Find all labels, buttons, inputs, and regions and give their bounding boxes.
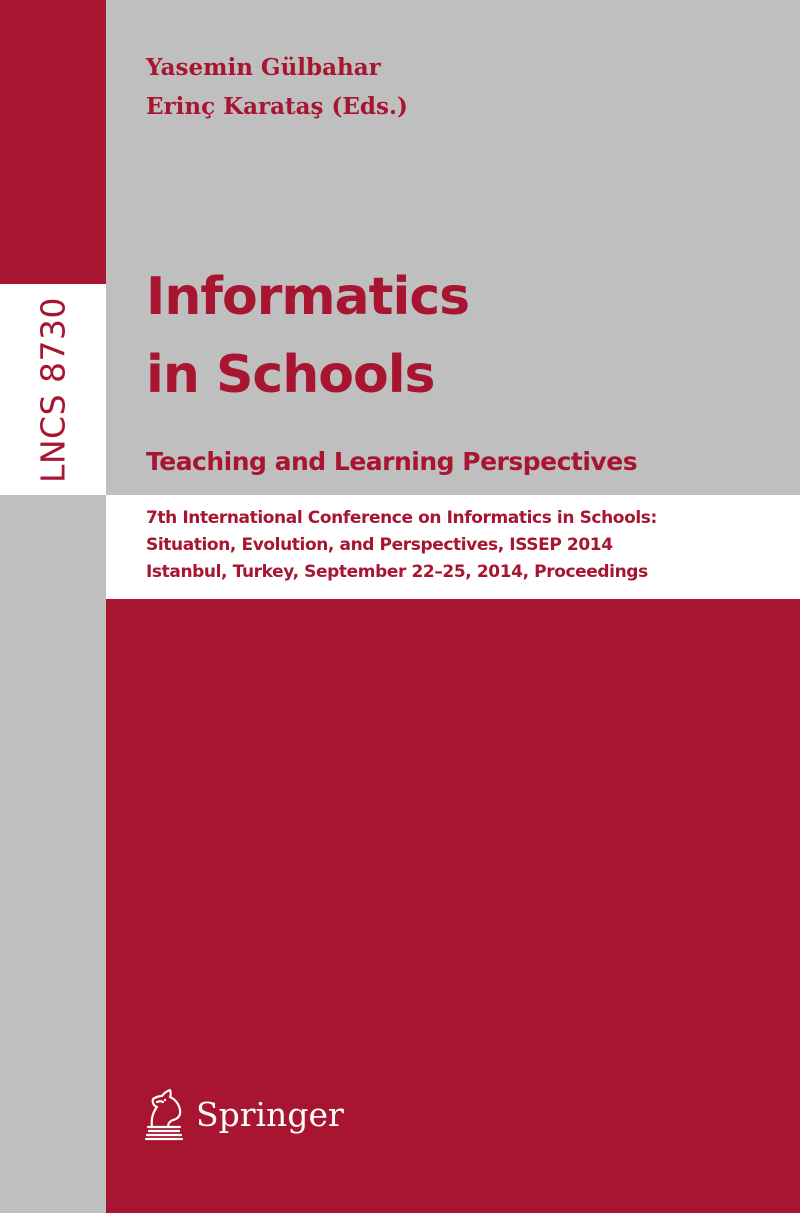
conference-line: Situation, Evolution, and Perspectives, ISSEP 2014 [146,535,613,555]
conference-line: Istanbul, Turkey, September 22–25, 2014, Proceedings [146,562,648,582]
title-line: in Schools [146,345,435,405]
title-line: Informatics [146,267,470,327]
editor-name: Erinç Karataş (Eds.) [146,93,408,120]
series-number: LNCS 8730 [33,296,73,484]
spine-red-panel [0,0,106,284]
spine-gray-panel [0,495,106,1213]
publisher-mark [140,1083,344,1145]
knight-chess-piece-icon [140,1086,188,1142]
book-title [146,258,469,414]
conference-info [146,505,657,586]
conference-line: 7th International Conference on Informatics in Schools: [146,508,657,528]
editors [146,48,408,126]
publisher-name: Springer [196,1094,344,1134]
editor-name: Yasemin Gülbahar [146,54,381,81]
book-subtitle: Teaching and Learning Perspectives [146,447,638,476]
